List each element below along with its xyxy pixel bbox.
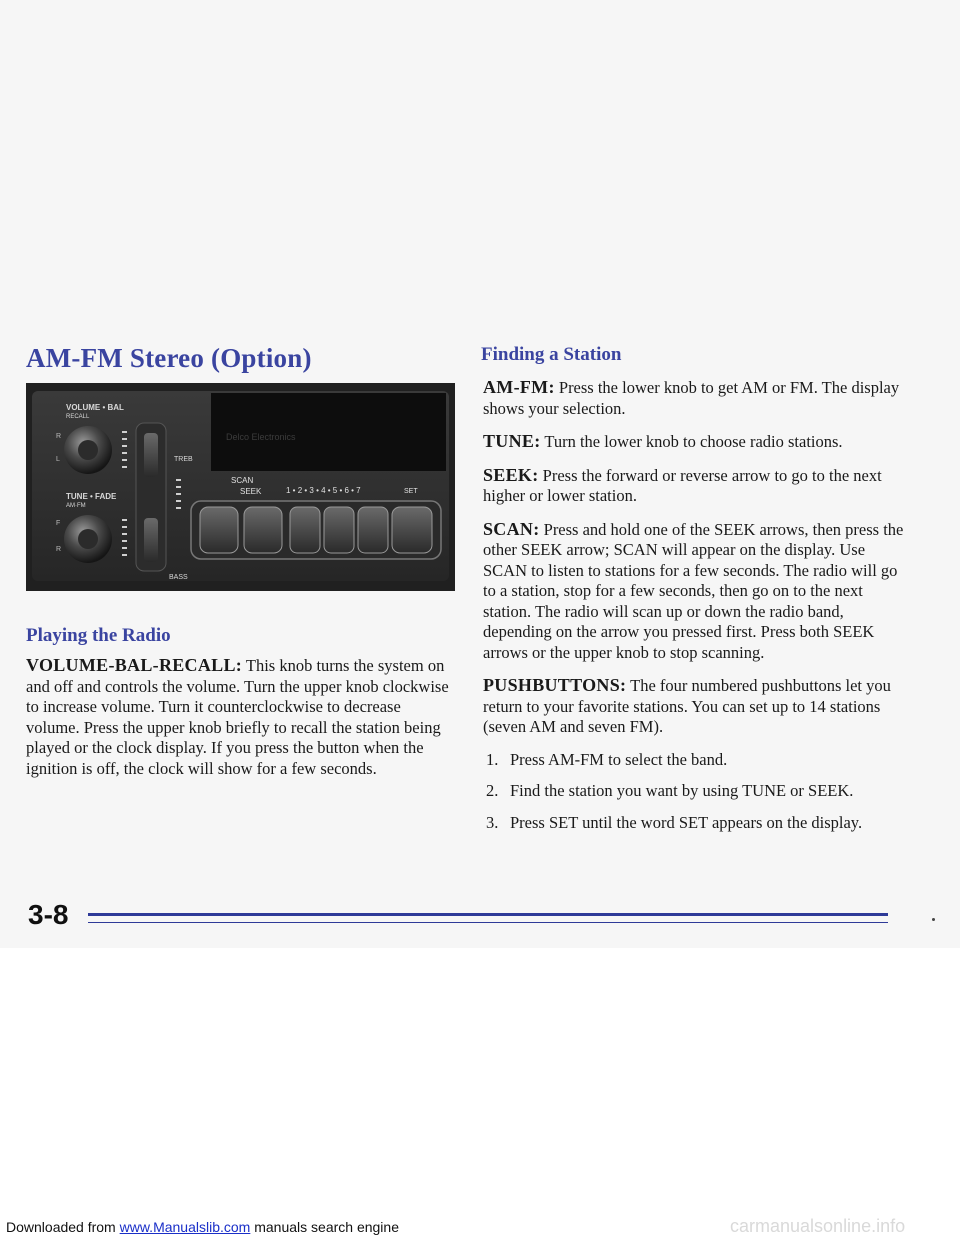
seek-back-button <box>200 507 238 553</box>
tune-term: TUNE: <box>483 431 541 451</box>
scan-term: SCAN: <box>483 518 540 539</box>
finding-station-heading: Finding a Station <box>481 344 622 365</box>
amfm-term: AM-FM: <box>483 377 555 397</box>
section-title: AM-FM Stereo (Option) <box>26 343 312 373</box>
l-label: L <box>56 456 60 463</box>
watermark-suffix: manuals search engine <box>250 1219 399 1235</box>
list-item <box>483 813 911 834</box>
brand-text: Delco Electronics <box>226 432 296 442</box>
pushbuttons-paragraph <box>483 675 911 738</box>
footer-dot <box>932 918 935 921</box>
set-button <box>392 507 432 553</box>
volume-label: VOLUME • BAL <box>66 403 124 412</box>
steps-list <box>483 750 911 834</box>
list-item <box>483 781 911 802</box>
seek-paragraph <box>483 465 911 507</box>
step-text: Press SET until the word SET appears on the display. <box>510 812 863 832</box>
r-label: R <box>56 433 62 440</box>
seek-label: SEEK <box>240 487 262 496</box>
amfm-label: AM·FM <box>66 503 86 509</box>
step-text: Press AM-FM to select the band. <box>510 749 728 769</box>
volume-term: VOLUME-BAL-RECALL: <box>26 655 243 675</box>
manualslib-link[interactable]: www.Manualslib.com <box>119 1219 251 1235</box>
scan-label: SCAN <box>231 476 254 485</box>
scan-paragraph <box>483 519 911 664</box>
preset-button-2 <box>324 507 354 553</box>
list-item <box>483 750 911 771</box>
step-text: Find the station you want by using TUNE or SEEK. <box>510 781 854 800</box>
set-label: SET <box>404 488 418 495</box>
tune-text: Turn the lower knob to choose radio stations. <box>540 432 843 451</box>
bass-slider <box>144 518 158 562</box>
scan-text: Press and hold one of the SEEK arrows, then press the other SEEK arrow; SCAN will appear on the display. Use SCAN to listen to stations for a few seconds. The radio will go to a station, stop for a few seconds, then go on to the next station. The radio will scan up or down the radio band, depending on the arrow you pressed first. Press both SEEK arrows or the upper knob to stop scanning. <box>483 519 904 662</box>
page-bottom-margin <box>0 948 960 1242</box>
watermark-prefix: Downloaded from <box>6 1219 120 1235</box>
seek-term: SEEK: <box>483 464 539 485</box>
treb-label: TREB <box>174 456 193 463</box>
pushbuttons-text: The four numbered pushbuttons let you return to your favorite stations. You can set up to 14 stations (seven AM and seven FM). <box>483 676 891 736</box>
step-number: 1. <box>486 749 499 769</box>
tune-paragraph <box>483 431 911 453</box>
playing-radio-heading: Playing the Radio <box>26 625 171 646</box>
preset-button-3 <box>358 507 388 553</box>
pushbuttons-term: PUSHBUTTONS: <box>483 675 627 695</box>
tune-label: TUNE • FADE <box>66 492 117 501</box>
download-watermark <box>6 1219 399 1235</box>
seek-forward-button <box>244 507 282 553</box>
site-watermark: carmanualsonline.info <box>730 1216 906 1236</box>
step-number: 2. <box>486 781 499 800</box>
preset-button-1 <box>290 507 320 553</box>
page-number: 3-8 <box>28 899 69 930</box>
radio-photo <box>26 383 455 591</box>
treble-slider <box>144 433 158 477</box>
bass-label: BASS <box>169 574 188 581</box>
preset-numbers: 1 • 2 • 3 • 4 • 5 • 6 • 7 <box>286 486 361 495</box>
radio-illustration <box>26 383 455 591</box>
amfm-paragraph <box>483 377 911 419</box>
seek-text: Press the forward or reverse arrow to go to the next higher or lower station. <box>483 465 882 505</box>
step-number: 3. <box>486 812 499 832</box>
rear-label: R <box>56 546 62 553</box>
right-column <box>471 344 911 844</box>
left-column <box>26 655 456 791</box>
volume-text: This knob turns the system on and off and controls the volume. Turn the upper knob clockwise to increase volume. Turn it counterclockwise to decrease volume. Press the upper knob briefly to recall the station being played or the clock display. If you press the button when the ignition is off, the clock will show for a few seconds. <box>26 656 449 778</box>
f-label: F <box>56 520 61 527</box>
footer-rule-thin <box>88 922 888 923</box>
volume-paragraph <box>26 655 456 779</box>
recall-label: RECALL <box>66 414 90 420</box>
amfm-text: Press the lower knob to get AM or FM. The display shows your selection. <box>483 378 900 418</box>
footer-rule-thick <box>88 913 888 916</box>
